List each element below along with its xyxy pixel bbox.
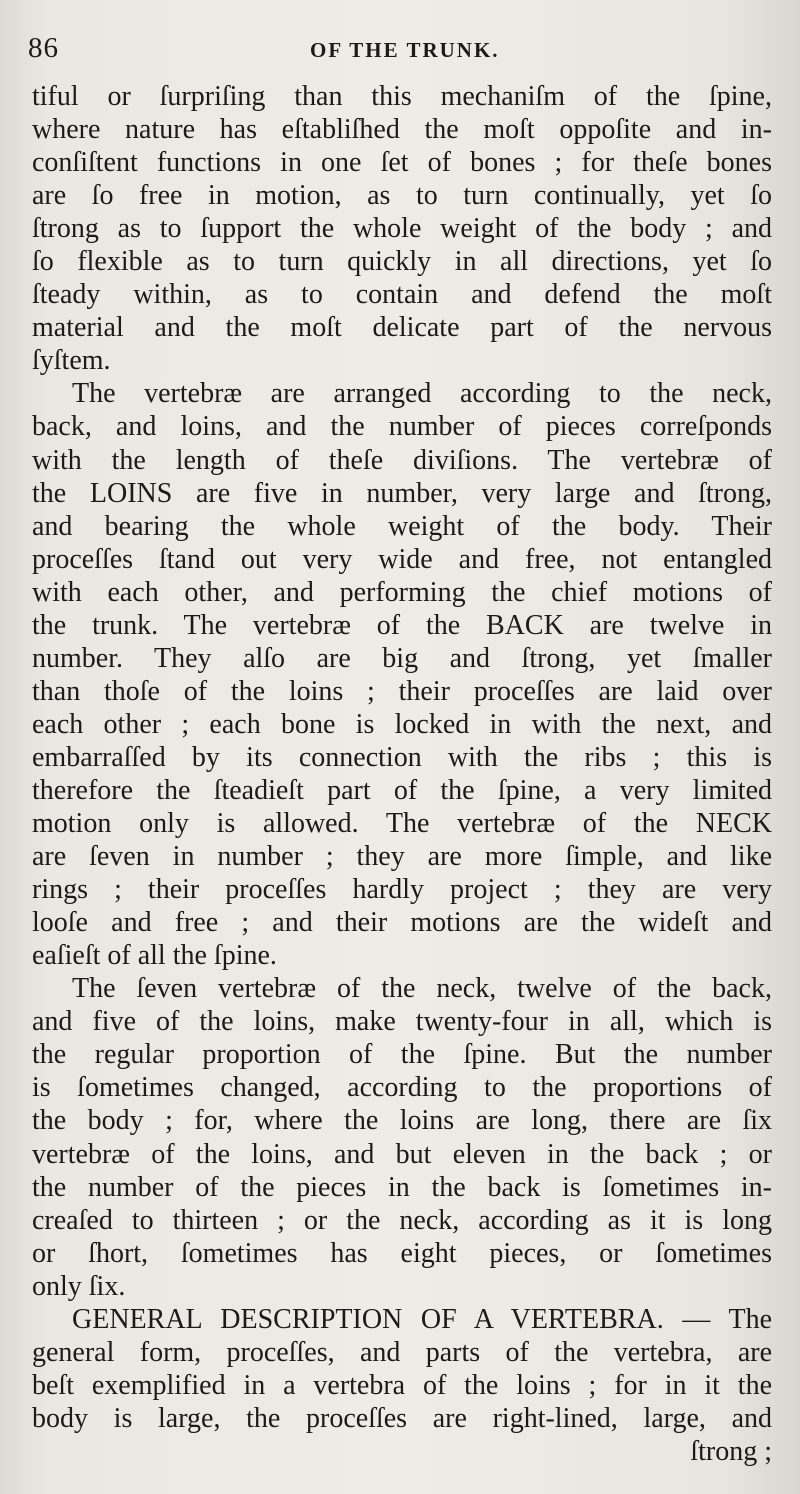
text-line: ſtrong as to ſupport the whole weight of the body ; and [32, 213, 772, 245]
text-line: the LOINS are five in number, very large and ſtrong, [32, 477, 772, 509]
text-line: the number of the pieces in the back is ſometimes in- [32, 1171, 772, 1203]
text-line: the trunk. The vertebræ of the BACK are twelve in [32, 609, 772, 641]
text-line: and bearing the whole weight of the body. Their [32, 510, 772, 542]
text-line: creaſed to thirteen ; or the neck, according as it is long [32, 1204, 772, 1236]
text-line: with each other, and performing the chief motions of [32, 576, 772, 608]
text-line: rings ; their proceſſes hardly project ; they are very [32, 874, 772, 906]
text-line: beſt exemplified in a vertebra of the loins ; for in it the [32, 1369, 772, 1401]
text-line: number. They alſo are big and ſtrong, yet ſmaller [32, 642, 772, 674]
text-line: are ſo free in motion, as to turn continually, yet ſo [32, 180, 772, 212]
text-line: vertebræ of the loins, and but eleven in the back ; or [32, 1138, 772, 1170]
text-line: tiful or ſurpriſing than this mechaniſm of the ſpine, [32, 81, 772, 112]
text-line: only ſix. [32, 1270, 126, 1302]
text-line: than thoſe of the loins ; their proceſſes are laid over [32, 675, 772, 707]
text-line: is ſometimes changed, according to the proportions of [32, 1072, 772, 1104]
text-line: ſo flexible as to turn quickly in all directions, yet ſo [32, 246, 772, 278]
text-line: eaſieſt of all the ſpine. [32, 940, 277, 972]
running-head: OF THE TRUNK. [310, 38, 500, 62]
text-line: ſyſtem. [32, 345, 111, 377]
text-line: material and the moſt delicate part of the nervous [32, 312, 772, 344]
text-line: or ſhort, ſometimes has eight pieces, or ſometimes [32, 1237, 772, 1269]
text-line: embarraſſed by its connection with the ribs ; this is [32, 741, 772, 773]
text-line: where nature has eſtabliſhed the moſt oppoſite and in- [32, 114, 772, 146]
text-line: therefore the ſteadieſt part of the ſpine, a very limited [32, 774, 772, 806]
text-line: back, and loins, and the number of pieces correſponds [32, 411, 772, 443]
text-line: are ſeven in number ; they are more ſimple, and like [32, 841, 772, 873]
text-line: the body ; for, where the loins are long, there are ſix [32, 1105, 772, 1137]
text-line: each other ; each bone is locked in with the next, and [32, 708, 772, 740]
text-line: body is large, the proceſſes are right-lined, large, and [32, 1402, 772, 1434]
text-line: and five of the loins, make twenty-four in all, which is [32, 1006, 772, 1038]
section-heading-line: GENERAL DESCRIPTION OF A VERTEBRA. — The [72, 1303, 772, 1335]
page-header [28, 32, 768, 66]
body-text [32, 80, 772, 1468]
text-line: general form, proceſſes, and parts of the vertebra, are [32, 1336, 772, 1368]
text-line: the regular proportion of the ſpine. But the number [32, 1039, 772, 1071]
text-line: with the length of theſe diviſions. The vertebræ of [32, 444, 772, 476]
text-line: The vertebræ are arranged according to the neck, [72, 378, 772, 410]
catchword-line: ſtrong ; [690, 1435, 772, 1467]
text-line: motion only is allowed. The vertebræ of the NECK [32, 808, 772, 840]
text-line: looſe and free ; and their motions are the wideſt and [32, 907, 772, 939]
page-number: 86 [28, 32, 59, 64]
text-line: conſiſtent functions in one ſet of bones ; for theſe bones [32, 147, 772, 179]
text-line: proceſſes ſtand out very wide and free, not entangled [32, 543, 772, 575]
text-line: ſteady within, as to contain and defend the moſt [32, 279, 772, 311]
text-line: The ſeven vertebræ of the neck, twelve of the back, [72, 973, 772, 1005]
